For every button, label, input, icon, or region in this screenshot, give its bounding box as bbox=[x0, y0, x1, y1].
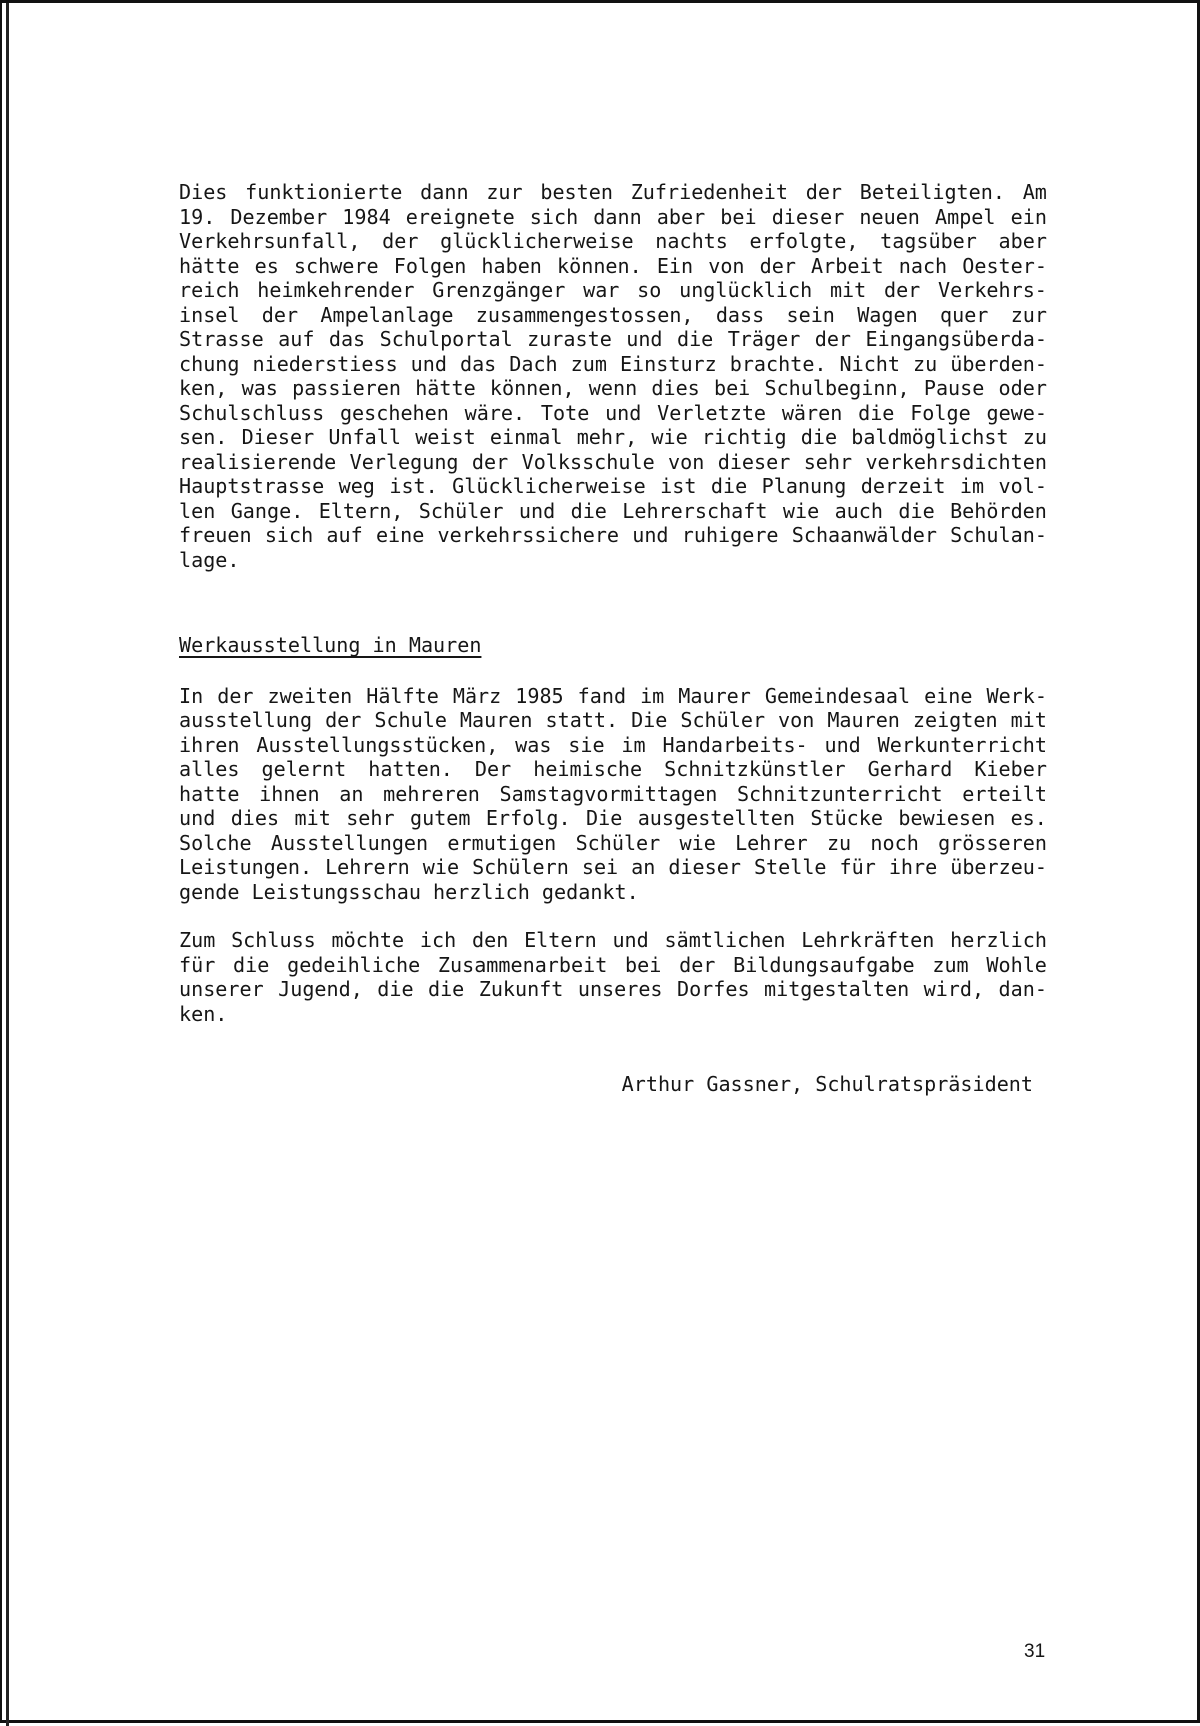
text-line: 19. Dezember 1984 ereignete sich dann aber bei dieser neuen Ampel ein bbox=[179, 204, 1047, 229]
text-line: sen. Dieser Unfall weist einmal mehr, wie richtig die baldmöglichst zu bbox=[179, 425, 1047, 449]
text-line: chung niederstiess und das Dach zum Einsturz brachte. Nicht zu überden- bbox=[179, 351, 1047, 376]
text-line: für die gedeihliche Zusammenarbeit bei der Bildungsaufgabe zum Wohle bbox=[179, 952, 1047, 977]
text-line: Leistungen. Lehrern wie Schülern sei an dieser Stelle für ihre überzeu- bbox=[179, 855, 1047, 879]
text-line: ausstellung der Schule Mauren statt. Die Schüler von Mauren zeigten mit bbox=[179, 708, 1047, 732]
text-line: ken, was passieren hätte können, wenn dies bei Schulbeginn, Pause oder bbox=[179, 376, 1047, 400]
text-line: und dies mit sehr gutem Erfolg. Die ausgestellten Stücke bewiesen es. bbox=[179, 806, 1047, 830]
text-line: freuen sich auf eine verkehrssichere und ruhigere Schaanwälder Schulan- bbox=[179, 523, 1047, 547]
text-line: len Gange. Eltern, Schüler und die Lehrerschaft wie auch die Behörden bbox=[179, 498, 1047, 523]
text-line: Zum Schluss möchte ich den Eltern und sämtlichen Lehrkräften herzlich bbox=[179, 928, 1047, 952]
signature-line: Arthur Gassner, Schulratspräsident bbox=[621, 1072, 1033, 1096]
text-line: hätte es schwere Folgen haben können. Ein von der Arbeit nach Oester- bbox=[179, 253, 1047, 278]
text-line: gende Leistungsschau herzlich gedankt. bbox=[179, 879, 639, 904]
text-line: hatte ihnen an mehreren Samstagvormittagen Schnitzunterricht erteilt bbox=[179, 781, 1047, 806]
text-line: Verkehrsunfall, der glücklicherweise nachts erfolgte, tagsüber aber bbox=[179, 229, 1047, 253]
text-line: Solche Ausstellungen ermutigen Schüler wie Lehrer zu noch grösseren bbox=[179, 830, 1047, 855]
text-line: In der zweiten Hälfte März 1985 fand im Maurer Gemeindesaal eine Werk- bbox=[179, 683, 1047, 708]
section-heading: Werkausstellung in Mauren bbox=[179, 633, 482, 657]
paragraph-accident-report bbox=[179, 180, 1047, 572]
text-line: ken. bbox=[179, 1001, 228, 1026]
paragraph-closing bbox=[179, 928, 1047, 1026]
page-number: 31 bbox=[1024, 1641, 1046, 1662]
text-line: lage. bbox=[179, 547, 240, 572]
text-line: reich heimkehrender Grenzgänger war so unglücklich mit der Verkehrs- bbox=[179, 278, 1047, 302]
text-line: insel der Ampelanlage zusammengestossen, dass sein Wagen quer zur bbox=[179, 302, 1047, 327]
text-line: ihren Ausstellungsstücken, was sie im Handarbeits- und Werkunterricht bbox=[179, 732, 1047, 757]
paragraph-exhibition bbox=[179, 684, 1047, 905]
text-line: Strasse auf das Schulportal zuraste und die Träger der Eingangsüberda- bbox=[179, 327, 1047, 351]
scan-binding-edge bbox=[6, 3, 11, 1726]
text-line: Schulschluss geschehen wäre. Tote und Verletzte wären die Folge gewe- bbox=[179, 400, 1047, 425]
text-line: realisierende Verlegung der Volksschule von dieser sehr verkehrsdichten bbox=[179, 449, 1047, 474]
text-line: Dies funktionierte dann zur besten Zufriedenheit der Beteiligten. Am bbox=[179, 180, 1047, 204]
document-body bbox=[179, 180, 1047, 1097]
text-line: unserer Jugend, die die Zukunft unseres Dorfes mitgestalten wird, dan- bbox=[179, 977, 1047, 1001]
text-line: Hauptstrasse weg ist. Glücklicherweise ist die Planung derzeit im vol- bbox=[179, 474, 1047, 498]
text-line: alles gelernt hatten. Der heimische Schnitzkünstler Gerhard Kieber bbox=[179, 757, 1047, 781]
